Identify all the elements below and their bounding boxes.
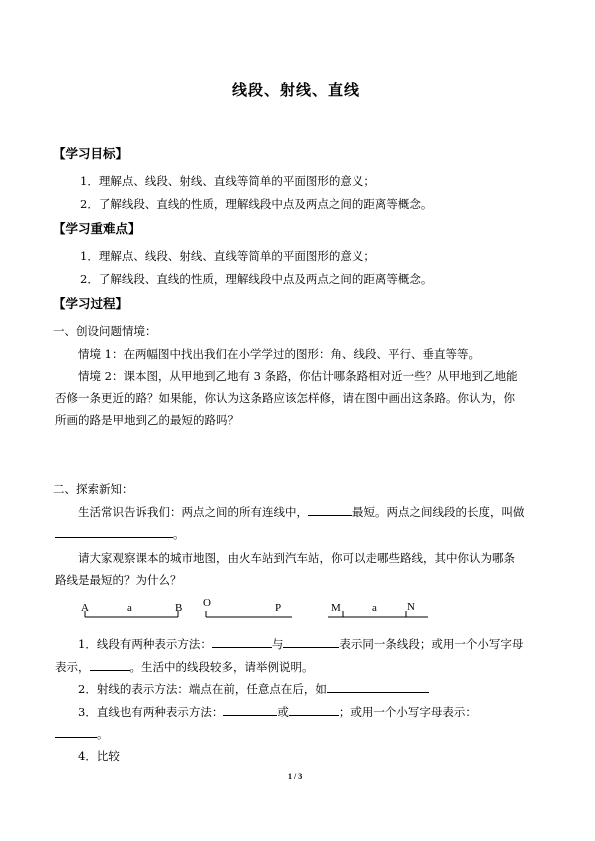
segment-label-a: a xyxy=(127,602,132,614)
q3-blank-3[interactable] xyxy=(55,726,97,738)
ray-figure xyxy=(203,597,292,617)
ray-label-P: P xyxy=(275,602,282,614)
map-question-line-1: 请大家观察课本的城市地图，由火车站到汽车站，你可以走哪些路线，其中你认为哪条 xyxy=(78,551,515,565)
scenario-2-line-2: 否修一条更近的路？如果能，你认为这条路应该怎样修，请在图中画出这条路。你认为，你 xyxy=(55,391,515,405)
question-3-line-2 xyxy=(55,726,109,741)
objective-item-1: 1．理解点、线段、射线、直线等简单的平面图形的意义； xyxy=(80,174,375,188)
question-2-line xyxy=(78,681,429,696)
question-3-line-1 xyxy=(78,704,477,719)
fact-blank-2[interactable] xyxy=(55,526,173,538)
scenario-1: 情境 1：在两幅图中找出我们在小学学过的图形：角、线段、平行、垂直等等。 xyxy=(78,347,480,361)
map-question-line-2: 路线是最短的？为什么？ xyxy=(55,573,182,587)
line-label-M: M xyxy=(331,602,341,614)
q3-text-a: 3．直线也有两种表示方法： xyxy=(78,705,224,719)
fact-text-end: 。 xyxy=(173,527,185,541)
line-figure xyxy=(328,601,428,617)
line-label-a: a xyxy=(372,602,377,614)
page-title: 线段、射线、直线 xyxy=(232,81,361,99)
key-point-item-2: 2．了解线段、直线的性质，理解线段中点及两点之间的距离等概念。 xyxy=(80,272,433,286)
fact-text-b: 最短。两点之间线段的长度，叫做 xyxy=(352,505,525,519)
q1-blank-2[interactable] xyxy=(283,636,339,648)
fact-line-1 xyxy=(78,504,525,519)
fact-blank-1[interactable] xyxy=(308,504,352,516)
objective-item-2: 2．了解线段、直线的性质，理解线段中点及两点之间的距离等概念。 xyxy=(80,197,433,211)
q1-blank-1[interactable] xyxy=(212,636,272,648)
q3-blank-2[interactable] xyxy=(289,704,339,716)
page-number: 1 / 3 xyxy=(288,772,303,781)
q1-text-b: 与 xyxy=(271,637,284,651)
q1-text-e: 。生活中的线段较多，请举例说明。 xyxy=(129,660,314,674)
fact-text-a: 生活常识告诉我们：两点之间的所有连线中， xyxy=(78,505,308,519)
segment-figure xyxy=(81,602,182,617)
q1-text-c: 表示同一条线段；或用一个小写字母 xyxy=(339,637,524,651)
section-heading-objectives: 【学习目标】 xyxy=(53,146,129,161)
q2-text: 2．射线的表示方法：端点在前，任意点在后，如 xyxy=(78,682,327,696)
q1-text-a: 1．线段有两种表示方法： xyxy=(78,637,212,651)
fact-line-2 xyxy=(55,526,185,541)
segment-label-A: A xyxy=(81,602,89,614)
segment-label-B: B xyxy=(175,602,183,614)
section-heading-process: 【学习过程】 xyxy=(53,296,129,311)
question-1-line-2 xyxy=(55,659,314,674)
q2-blank[interactable] xyxy=(327,681,429,693)
q1-text-d: 表示， xyxy=(55,660,90,674)
line-label-N: N xyxy=(407,601,415,613)
key-point-item-1: 1．理解点、线段、射线、直线等简单的平面图形的意义； xyxy=(80,249,375,263)
q3-text-b: 或 xyxy=(277,705,289,719)
q3-text-end: 。 xyxy=(97,727,109,741)
part1-title: 一、创设问题情境： xyxy=(53,324,157,338)
q3-text-c: ；或用一个小写字母表示： xyxy=(338,705,477,719)
question-1-line-1 xyxy=(78,636,523,651)
question-4-line: 4．比较 xyxy=(78,749,120,763)
q1-blank-3[interactable] xyxy=(90,659,130,671)
part2-title: 二、探索新知： xyxy=(53,482,134,496)
scenario-2-line-3: 所画的路是甲地到乙的最短的路吗？ xyxy=(55,413,239,427)
section-heading-key-points: 【学习重难点】 xyxy=(53,221,141,236)
ray-label-O: O xyxy=(203,597,211,609)
scenario-2-line-1: 情境 2：课本图，从甲地到乙地有 3 条路，你估计哪条路相对近一些？从甲地到乙地能 xyxy=(78,369,518,383)
q3-blank-1[interactable] xyxy=(223,704,277,716)
geometry-figures xyxy=(70,596,440,626)
